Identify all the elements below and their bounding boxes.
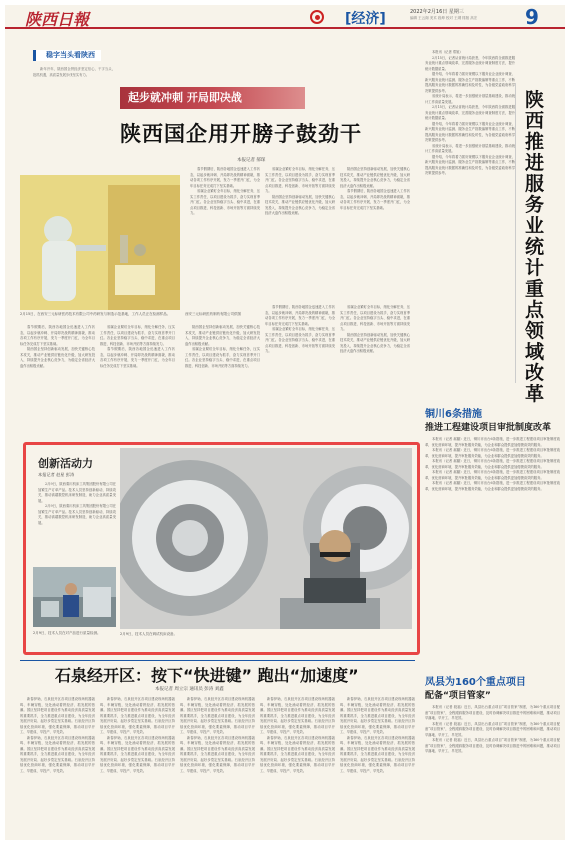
seal-icon [310,10,324,24]
brief-1-subhead: 推进工程建设项目审批制度改革 [425,423,552,433]
bottom-body-col-2: 新春伊始，石泉经开区各项目建设现场机器轰鸣、车辆穿梭，处处涌动着拼经济、抓发展的热潮。园区坚持把项目建设作为推动经济高质量发展的重要抓手，全力推进重点项目建设，为全年经济发展开好局、起好步奠定坚实基础。石泉经开区持续优化营商环境，强化要素保障，推动项目早开工、早建成、早投产、早见效。 新春伊始，石泉经开区各项目建设现场机器轰鸣、车辆穿梭，处处涌动着拼经济、抓发展的热潮。园区坚持把项目建设作为推动经济高质量发展的重要抓手，全力推进重点项目建设，为全年经济发展开好局、起好步奠定坚实基础。石泉经开区持续优化营商环境，强化要素保障，推动项目早开工、早建成、早投产、早见效。 [100,697,175,773]
section-rule [20,660,415,661]
bottom-body-col-5: 新春伊始，石泉经开区各项目建设现场机器轰鸣、车辆穿梭，处处涌动着拼经济、抓发展的热潮。园区坚持把项目建设作为推动经济高质量发展的重要抓手，全力推进重点项目建设，为全年经济发展开好局、起好步奠定坚实基础。石泉经开区持续优化营商环境，强化要素保障，推动项目早开工、早建成、早投产、早见效。 新春伊始，石泉经开区各项目建设现场机器轰鸣、车辆穿梭，处处涌动着拼经济、抓发展的热潮。园区坚持把项目建设作为推动经济高质量发展的重要抓手，全力推进重点项目建设，为全年经济发展开好局、起好步奠定坚实基础。石泉经开区持续优化营商环境，强化要素保障，推动项目早开工、早建成、早投产、早见效。 [340,697,415,773]
lead-byline: 本报记者 郝琛 [237,158,266,163]
column-divider [515,83,516,383]
lead-body-col-3: 陕西国企坚持创新驱动发展，加快关键核心技术攻关，推动产业链供应链优化升级，加大研发投入，持续提升企业核心竞争力，为稳定全省经济大盘作出积极贡献。 春节假期后，陕西各地国企迅速进入工作状态，以起步就冲刺、开局即决战的精神面貌，推动各项工作有序开展，发力一季度开门红，为全年目标任务完成打下坚实基础。 [340,167,410,210]
brief-2-headline: 凤县为160个重点项目 [425,677,526,688]
highlight-box [23,442,420,655]
side-story-headline: 陕西推进服务业统计重点领域改革 [525,89,545,405]
feature-title: 创新活动力 [38,457,93,470]
lead-body-col-5: 省属企业紧盯全年目标，细化分解任务，压实工作责任，以项目建设为抓手，奋力实现首季开门红。各企业坚持稳字当头、稳中求进，在重点项目推进、科技创新、市场开拓等方面持续发力。 春节假期后，陕西各地国企迅速进入工作状态，以起步就冲刺、开局即决战的精神面貌，推动各项工作有序开展，发力一季度开门红，为全年目标任务完成打下坚实基础。 [100,325,175,368]
bottom-body-col-1: 新春伊始，石泉经开区各项目建设现场机器轰鸣、车辆穿梭，处处涌动着拼经济、抓发展的热潮。园区坚持把项目建设作为推动经济高质量发展的重要抓手，全力推进重点项目建设，为全年经济发展开好局、起好步奠定坚实基础。石泉经开区持续优化营商环境，强化要素保障，推动项目早开工、早建成、早投产、早见效。 新春伊始，石泉经开区各项目建设现场机器轰鸣、车辆穿梭，处处涌动着拼经济、抓发展的热潮。园区坚持把项目建设作为推动经济高质量发展的重要抓手，全力推进重点项目建设，为全年经济发展开好局、起好步奠定坚实基础。石泉经开区持续优化营商环境，强化要素保障，推动项目早开工、早建成、早投产、早见效。 [20,697,95,773]
bottom-byline: 本报记者 周立宗 通讯员 彭涛 刘鑫 [155,687,224,692]
column-tag: 稳字当头看陕西 [33,50,101,61]
lead-body-col-1: 春节假期后，陕西各地国企迅速进入工作状态，以起步就冲刺、开局即决战的精神面貌，推动各项工作有序开展，发力一季度开门红，为全年目标任务完成打下坚实基础。 省属企业紧盯全年目标，细化分解任务，压实工作责任，以项目建设为抓手，奋力实现首季开门红。各企业坚持稳字当头、稳中求进，在重点项目推进、科技创新、市场开拓等方面持续发力。 [190,167,260,215]
brief-1-body: 本报讯（记者 郝璐）近日，铜川市出台6条措施，进一步推进工程建设项目审批制度改革，优化营商环境，提升审批服务效能，为企业和群众提供更加便捷高效的服务。 本报讯（记者 郝璐）近日，铜川市出台6条措施，进一步推进工程建设项目审批制度改革，优化营商环境，提升审批服务效能，为企业和群众提供更加便捷高效的服务。 本报讯（记者 郝璐）近日，铜川市出台6条措施，进一步推进工程建设项目审批制度改革，优化营商环境，提升审批服务效能，为企业和群众提供更加便捷高效的服务。 本报讯（记者 郝璐）近日，铜川市出台6条措施，进一步推进工程建设项目审批制度改革，优化营商环境，提升审批服务效能，为企业和群众提供更加便捷高效的服务。 本报讯（记者 郝璐）近日，铜川市出台6条措施，进一步推进工程建设项目审批制度改革，优化营商环境，提升审批服务效能，为企业和群众提供更加便捷高效的服务。 [425,437,560,491]
side-story-body: 本报讯（记者 郑旭） 2月15日，记者从省统计局获悉，今年陕西将全面推进服务业统计重点领域改革，完善服务业统计调查制度方法，提升统计数据质量。 据介绍，今年将着力抓好规模以下服务业企业统计调查、新兴服务业统计监测、服务业生产指数编制等重点工作，不断提高服务业统计数据的准确性和及时性，为各级党委政府科学决策提供参考。 省统计局表示，将进一步加强统计基层基础建设，推动统计工作高质量发展。 2月15日，记者从省统计局获悉，今年陕西将全面推进服务业统计重点领域改革，完善服务业统计调查制度方法，提升统计数据质量。 据介绍，今年将着力抓好规模以下服务业企业统计调查、新兴服务业统计监测、服务业生产指数编制等重点工作，不断提高服务业统计数据的准确性和及时性，为各级党委政府科学决策提供参考。 省统计局表示，将进一步加强统计基层基础建设，推动统计工作高质量发展。 据介绍，今年将着力抓好规模以下服务业企业统计调查、新兴服务业统计监测、服务业生产指数编制等重点工作，不断提高服务业统计数据的准确性和及时性，为各级党委政府科学决策提供参考。 [425,50,515,175]
date-line: 2022年2月16日 星期三 [410,9,464,15]
bottom-body-col-4: 新春伊始，石泉经开区各项目建设现场机器轰鸣、车辆穿梭，处处涌动着拼经济、抓发展的热潮。园区坚持把项目建设作为推动经济高质量发展的重要抓手，全力推进重点项目建设，为全年经济发展开好局、起好步奠定坚实基础。石泉经开区持续优化营商环境，强化要素保障，推动项目早开工、早建成、早投产、早见效。 新春伊始，石泉经开区各项目建设现场机器轰鸣、车辆穿梭，处处涌动着拼经济、抓发展的热潮。园区坚持把项目建设作为推动经济高质量发展的重要抓手，全力推进重点项目建设，为全年经济发展开好局、起好步奠定坚实基础。石泉经开区持续优化营商环境，强化要素保障，推动项目早开工、早建成、早投产、早见效。 [260,697,335,773]
brief-1-headline: 铜川6条措施 [425,409,482,420]
brief-2-body: 本报讯（记者 段福）近日，凤县出台重点项目“项目管家”制度，为160个重点项目配备“项目管家”，全程跟踪服务项目建设，及时协调解决项目推进中的困难和问题，推动项目早落地、早开工、早见效。 本报讯（记者 段福）近日，凤县出台重点项目“项目管家”制度，为160个重点项目配备“项目管家”，全程跟踪服务项目建设，及时协调解决项目推进中的困难和问题，推动项目早落地、早开工、早见效。 本报讯（记者 段福）近日，凤县出台重点项目“项目管家”制度，为160个重点项目配备“项目管家”，全程跟踪服务项目建设，及时协调解决项目推进中的困难和问题，推动项目早落地、早开工、早见效。 [425,705,560,753]
lead-body-col-6: 陕西国企坚持创新驱动发展，加快关键核心技术攻关，推动产业链供应链优化升级，加大研发投入，持续提升企业核心竞争力，为稳定全省经济大盘作出积极贡献。 省属企业紧盯全年目标，细化分解任务，压实工作责任，以项目建设为抓手，奋力实现首季开门红。各企业坚持稳字当头、稳中求进，在重点项目推进、科技创新、市场开拓等方面持续发力。 [185,325,260,368]
lead-deck: 起步就冲刺 开局即决战 [120,87,305,109]
feature-body: 2月9日，陕西秦川机床工具集团股份有限公司在加紧生产订单产品。技术人员坚持创新驱动，持续攻关，推动高端数控机床研发制造，助力企业高质量发展。 2月9日，陕西秦川机床工具集团股份有限公司在加紧生产订单产品。技术人员坚持创新驱动，持续攻关，推动高端数控机床研发制造，助力企业高质量发展。 [38,482,116,525]
lab-photo-credit: 西安三元标研医药制药有限公司供图 [185,312,241,316]
masthead [5,5,565,29]
editors-line: 编辑 王云阁 美术 段坤 校对 王纲 排版 高宏 [410,16,478,20]
lead-body-col-2: 省属企业紧盯全年目标，细化分解任务，压实工作责任，以项目建设为抓手，奋力实现首季开门红。各企业坚持稳字当头、稳中求进，在重点项目推进、科技创新、市场开拓等方面持续发力。 陕西国企坚持创新驱动发展，加快关键核心技术攻关，推动产业链供应链优化升级，加大研发投入，持续提升企业核心竞争力，为稳定全省经济大盘作出积极贡献。 [265,167,335,215]
newspaper-logo: 陕西日報 [25,10,90,29]
lead-body-col-8: 省属企业紧盯全年目标，细化分解任务，压实工作责任，以项目建设为抓手，奋力实现首季开门红。各企业坚持稳字当头、稳中求进，在重点项目推进、科技创新、市场开拓等方面持续发力。 陕西国企坚持创新驱动发展，加快关键核心技术攻关，推动产业链供应链优化升级，加大研发投入，持续提升企业核心竞争力，为稳定全省经济大盘作出积极贡献。 [340,305,410,353]
lead-intro: 新年开年，陕西国企拼经济坚定信心，干字当头，抢抓机遇，高质量发展步伐坚实有力。 [33,67,115,77]
lead-headline: 陕西国企用开膀子鼓劲干 [120,122,362,146]
lab-photo-caption: 2月15日，在西安三元标研医药技术有限公司中药研发与制造示范基地，工作人员正在检测样品。 [20,312,171,316]
lead-body-col-4: 春节假期后，陕西各地国企迅速进入工作状态，以起步就冲刺、开局即决战的精神面貌，推动各项工作有序开展，发力一季度开门红，为全年目标任务完成打下坚实基础。 陕西国企坚持创新驱动发展，加快关键核心技术攻关，推动产业链供应链优化升级，加大研发投入，持续提升企业核心竞争力，为稳定全省经济大盘作出积极贡献。 [20,325,95,368]
bottom-body-col-3: 新春伊始，石泉经开区各项目建设现场机器轰鸣、车辆穿梭，处处涌动着拼经济、抓发展的热潮。园区坚持把项目建设作为推动经济高质量发展的重要抓手，全力推进重点项目建设，为全年经济发展开好局、起好步奠定坚实基础。石泉经开区持续优化营商环境，强化要素保障，推动项目早开工、早建成、早投产、早见效。 新春伊始，石泉经开区各项目建设现场机器轰鸣、车辆穿梭，处处涌动着拼经济、抓发展的热潮。园区坚持把项目建设作为推动经济高质量发展的重要抓手，全力推进重点项目建设，为全年经济发展开好局、起好步奠定坚实基础。石泉经开区持续优化营商环境，强化要素保障，推动项目早开工、早建成、早投产、早见效。 [180,697,255,773]
machine-photo-caption: 2月9日，技术人员在调试机床设备。 [120,632,177,636]
newspaper-page [5,5,565,840]
brief-2-subhead: 配备“项目管家” [425,691,491,701]
bottom-headline: 石泉经开区：按下“快进键” 跑出“加速度” [55,666,359,685]
lab-photo-illustration [20,175,180,310]
worker-photo-caption: 2月9日，技术人员在对产品进行质量检测。 [33,631,101,635]
feature-byline: 本报记者 赵星 彭涛 [38,472,75,477]
section-name: [经济] [345,11,386,27]
lead-body-col-7: 春节假期后，陕西各地国企迅速进入工作状态，以起步就冲刺、开局即决战的精神面貌，推动各项工作有序开展，发力一季度开门红，为全年目标任务完成打下坚实基础。 省属企业紧盯全年目标，细化分解任务，压实工作责任，以项目建设为抓手，奋力实现首季开门红。各企业坚持稳字当头、稳中求进，在重点项目推进、科技创新、市场开拓等方面持续发力。 [265,305,335,353]
page-number: 9 [525,5,539,29]
lab-photo [20,175,180,310]
